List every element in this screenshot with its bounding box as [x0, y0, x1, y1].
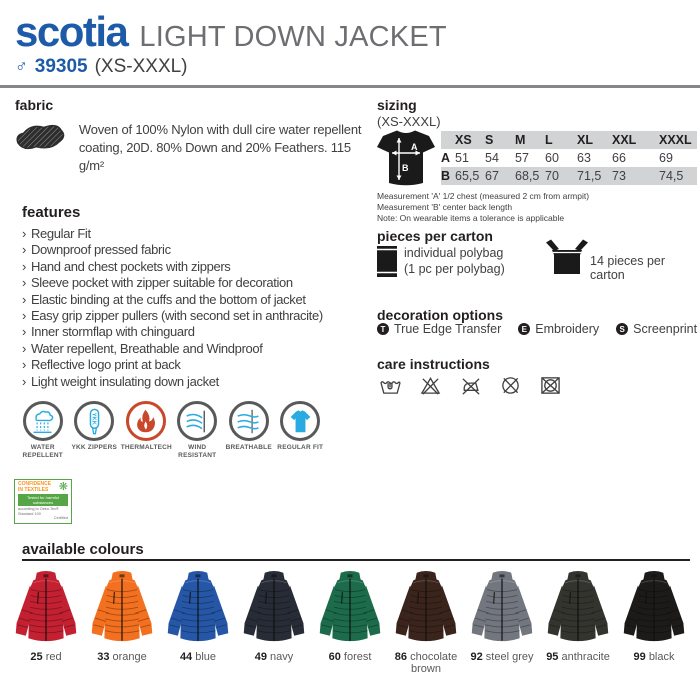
transfer-letter-icon: T: [377, 323, 389, 335]
colour-swatch-forest: 60 forest: [312, 566, 388, 675]
svg-text:A: A: [411, 142, 418, 152]
svg-text:YKK: YKK: [90, 412, 97, 425]
feature-item: › Hand and chest pockets with zippers: [22, 258, 231, 274]
feature-item: › Reflective logo print at back: [22, 357, 181, 373]
style-number: 39305: [34, 56, 88, 77]
zipper-icon: [81, 408, 108, 435]
table-row-b: B 65,5 67 68,5 70 71,5 73 74,5: [441, 167, 697, 185]
jacket-thumbnail: [8, 566, 84, 650]
do-not-tumble-dry-icon: [539, 375, 562, 396]
jacket-thumbnail: [540, 566, 616, 650]
bullet-icon: ›: [22, 308, 26, 324]
do-not-bleach-icon: [419, 375, 442, 396]
colours-divider: [22, 559, 690, 561]
colour-swatch-orange: 33 orange: [84, 566, 160, 675]
bullet-icon: ›: [22, 275, 26, 291]
bullet-icon: ›: [22, 357, 26, 373]
jacket-thumbnail: [312, 566, 388, 650]
colours-heading: available colours: [22, 541, 144, 558]
carton-label: 14 pieces per carton: [590, 254, 666, 282]
packaging-heading: pieces per carton: [377, 228, 493, 244]
feature-item: › Sleeve pocket with zipper suitable for decoration: [22, 275, 293, 291]
decoration-option-transfer: T True Edge Transfer: [377, 322, 501, 336]
feature-item: › Light weight insulating down jacket: [22, 373, 219, 389]
fabric-swatch-icon: [15, 121, 67, 155]
features-list: [22, 226, 367, 390]
feature-badges: [17, 401, 326, 459]
bullet-icon: ›: [22, 373, 26, 389]
jacket-thumbnail: [388, 566, 464, 650]
decoration-options: [377, 322, 697, 336]
breathable-icon: [235, 408, 262, 435]
product-name: scotia: [15, 8, 128, 55]
table-row-a: A 51 54 57 60 63 66 69: [441, 151, 673, 165]
sizing-table: [441, 131, 697, 185]
feature-item: › Easy grip zipper pullers (with second set in anthracite): [22, 308, 323, 324]
polybag-label: individual polybag (1 pc per polybag): [404, 246, 505, 276]
feature-item: › Downproof pressed fabric: [22, 242, 171, 258]
badge-ykk-zippers: YKK YKK ZIPPERS: [69, 401, 121, 459]
fabric-description: Woven of 100% Nylon with dull cire water repellent coating, 20D. 80% Down and 20% Feathers. 115 g/m²: [78, 122, 362, 173]
badge-breathable: BREATHABLE: [223, 401, 275, 459]
badge-water-repellent: WATER REPELLENT: [17, 401, 69, 459]
badge-regular-fit: REGULAR FIT: [275, 401, 327, 459]
jacket-thumbnail: [84, 566, 160, 650]
feature-item: › Water repellent, Breathable and Windproof: [22, 340, 263, 356]
feature-item: › Regular Fit: [22, 226, 91, 241]
size-range: (XS-XXXL): [94, 56, 188, 77]
header: [15, 8, 447, 78]
screenprint-letter-icon: S: [616, 323, 628, 335]
decoration-option-screenprint: S Screenprint: [616, 322, 697, 336]
care-symbols: [379, 375, 562, 396]
decoration-heading: decoration options: [377, 307, 503, 323]
product-type: LIGHT DOWN JACKET: [139, 21, 447, 53]
wind-icon: [184, 408, 211, 435]
bullet-icon: ›: [22, 291, 26, 307]
bullet-icon: ›: [22, 324, 26, 340]
bullet-icon: ›: [22, 340, 26, 356]
jacket-thumbnail: [616, 566, 692, 650]
colour-swatch-anthracite: 95 anthracite: [540, 566, 616, 675]
colour-swatch-blue: 44 blue: [160, 566, 236, 675]
jacket-thumbnail: [160, 566, 236, 650]
fabric-heading: fabric: [15, 97, 54, 113]
colour-swatch-red: 25 red: [8, 566, 84, 675]
decoration-option-embroidery: E Embroidery: [518, 322, 599, 336]
rain-cloud-icon: [29, 408, 56, 435]
polybag-icon: [377, 246, 397, 277]
colour-swatch-steel-grey: 92 steel grey: [464, 566, 540, 675]
badge-thermaltech: THERMALTECH: [120, 401, 172, 459]
jacket-thumbnail: [464, 566, 540, 650]
feature-item: › Inner stormflap with chinguard: [22, 324, 195, 340]
tshirt-icon: [287, 408, 314, 435]
sizing-section-heading: sizing (XS-XXXL): [377, 97, 441, 129]
svg-text:B: B: [402, 163, 409, 173]
header-divider: [0, 85, 700, 88]
bullet-icon: ›: [22, 242, 26, 258]
bullet-icon: ›: [22, 226, 26, 241]
feature-item: › Elastic binding at the cuffs and the bottom of jacket: [22, 291, 306, 307]
features-section: [22, 204, 367, 390]
carton-box-icon: [545, 239, 589, 276]
badge-wind-resistant: WIND RESISTANT: [172, 401, 224, 459]
hand-wash-icon: [379, 375, 402, 396]
care-heading: care instructions: [377, 356, 490, 372]
sizing-size-range: (XS-XXXL): [377, 114, 441, 129]
fabric-section: [15, 97, 367, 175]
colour-swatch-navy: 49 navy: [236, 566, 312, 675]
oeko-tex-label: CONFIDENCE IN TEXTILES ❋ Tested for harmful substances according to Oeko-Tex® Standard 100 Certified: [14, 479, 72, 524]
jacket-thumbnail: [236, 566, 312, 650]
do-not-dry-clean-icon: [499, 375, 522, 396]
flame-icon: [132, 408, 159, 435]
flower-icon: ❋: [58, 481, 68, 493]
colour-swatch-chocolate-brown: 86 chocolate brown: [388, 566, 464, 675]
bullet-icon: ›: [22, 258, 26, 274]
male-gender-icon: ♂: [15, 57, 28, 76]
tshirt-measurement-icon: [375, 129, 437, 187]
embroidery-letter-icon: E: [518, 323, 530, 335]
colour-swatch-black: 99 black: [616, 566, 692, 675]
colour-swatches: [8, 566, 692, 675]
features-heading: features: [22, 204, 81, 221]
table-header-row: XS S M L XL XXL XXXL: [441, 131, 697, 149]
do-not-iron-icon: [459, 375, 482, 396]
sizing-notes: Measurement 'A' 1/2 chest (measured 2 cm from armpit) Measurement 'B' center back length Note: On wearable items a tolerance is applicable: [377, 191, 590, 223]
